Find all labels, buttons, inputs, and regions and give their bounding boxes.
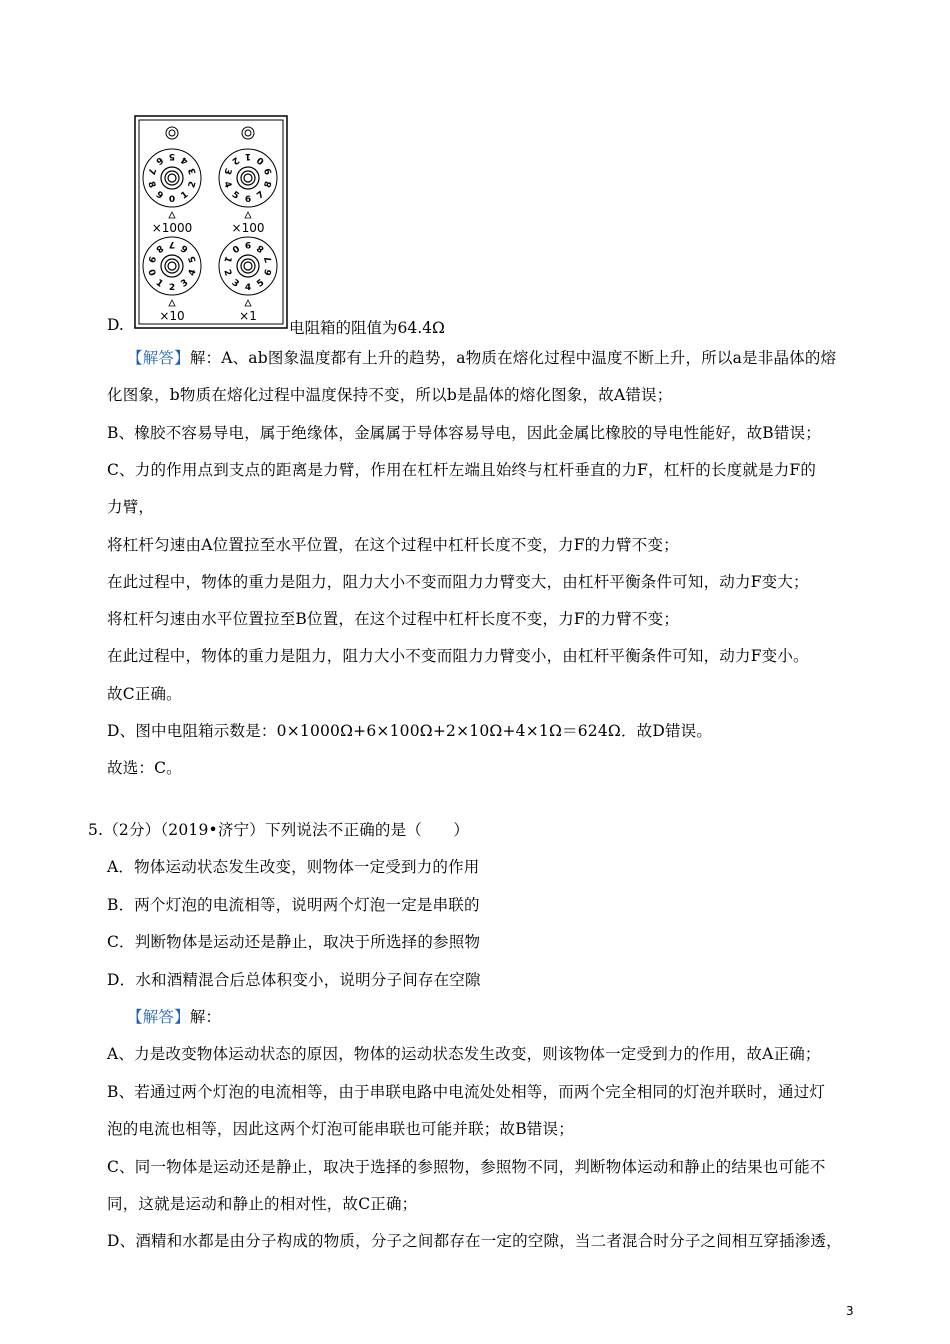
line-text: 同，这就是运动和静止的相对性，故C正确； (107, 1195, 418, 1213)
line-text: 解：A、ab图象温度都有上升的趋势，a物质在熔化过程中温度不断上升，所以a是非晶体的熔 (189, 349, 837, 367)
text-line (107, 572, 809, 592)
text-line (107, 385, 672, 405)
line-text: 5.（2分）（2019•济宁）下列说法不正确的是（ ） (88, 821, 470, 839)
dial-multiplier: ×1 (239, 309, 257, 323)
text-line (127, 348, 836, 368)
answer-keyword: 【解答】 (127, 349, 190, 367)
line-text: D．水和酒精混合后总体积变小，说明分子间存在空隙 (107, 970, 481, 989)
line-text: C、同一物体是运动还是静止，取决于选择的参照物，参照物不同，判断物体运动和静止的结果也可能不 (107, 1157, 826, 1176)
dial-digit: 0 (255, 154, 267, 167)
dial-digit: 4 (221, 180, 233, 190)
pointer-triangle-icon (245, 212, 251, 218)
dial-multiplier: ×1000 (151, 221, 193, 235)
text-line (107, 721, 712, 741)
line-text: D、图中电阻箱示数是：0×1000Ω+6×100Ω+2×10Ω+4×1Ω＝624Ω．故D错误。 (107, 722, 713, 740)
dial-digit: 5 (187, 254, 199, 264)
line-text: D、酒精和水都是由分子构成的物质，分子之间都存在一定的空隙，当二者混合时分子之间相互穿插渗透， (107, 1232, 842, 1251)
text-line (107, 895, 480, 915)
text-line (107, 1231, 842, 1251)
dial-digit: 9 (153, 189, 165, 202)
dial-digit: 6 (153, 154, 165, 167)
pointer-triangle-icon (245, 300, 251, 306)
line-text: B、橡胶不容易导电，属于绝缘体，金属属于导体容易导电，因此金属比橡胶的导电性能好，故B错误； (107, 423, 821, 442)
line-text: 解： (189, 1008, 222, 1026)
dial-digit: 2 (187, 180, 199, 190)
text-line (88, 820, 469, 840)
text-line (107, 970, 481, 990)
text-line (107, 1194, 417, 1214)
text-line (107, 1157, 826, 1177)
text-line (127, 1007, 221, 1027)
text-line (107, 684, 182, 704)
dial-digit: 1 (179, 189, 191, 202)
resistance-box-diagram (134, 115, 288, 329)
dial-digit: 8 (263, 180, 275, 190)
line-text: B．两个灯泡的电流相等，说明两个灯泡一定是串联的 (107, 895, 480, 914)
line-text: 在此过程中，物体的重力是阻力，阻力大小不变而阻力力臂变大，由杠杆平衡条件可知，动力F变大； (107, 572, 809, 591)
dial-digit: 5 (168, 151, 176, 161)
line-text: 故选：C。 (107, 759, 182, 778)
dial-digit: 9 (263, 166, 275, 176)
option-d-caption: 电阻箱的阻值为64.4Ω (289, 319, 445, 337)
dial-digit: 4 (187, 268, 199, 278)
text-line (107, 1044, 821, 1064)
line-text: 故C正确。 (107, 684, 182, 703)
dial-digit: 1 (221, 254, 233, 264)
dial-digit: 3 (229, 277, 241, 290)
dial-digit: 5 (255, 277, 267, 290)
dial-digit: 4 (179, 154, 191, 167)
terminal-left-icon (166, 127, 178, 139)
text-line (107, 1082, 825, 1102)
option-d-label: D. (107, 316, 124, 334)
line-text: C．判断物体是运动还是静止，取决于所选择的参照物 (107, 933, 481, 952)
dial-digit: 7 (263, 254, 275, 264)
dial-digit: 1 (153, 277, 165, 290)
text-line (107, 857, 480, 877)
text-line (107, 758, 182, 778)
dial-digit: 5 (229, 189, 241, 202)
line-text: 泡的电流也相等，因此这两个灯泡可能串联也可能并联；故B错误； (107, 1120, 574, 1139)
text-line (107, 423, 821, 443)
terminal-right-icon (242, 127, 254, 139)
line-text: 将杠杆匀速由水平位置拉至B位置，在这个过程中杠杆长度不变，力F的力臂不变； (107, 610, 680, 629)
line-text: 在此过程中，物体的重力是阻力，阻力大小不变而阻力力臂变小，由杠杆平衡条件可知，动力F变小。 (107, 647, 809, 666)
line-text: B、若通过两个灯泡的电流相等，由于串联电路中电流处处相等，而两个完全相同的灯泡并联时，通过灯 (107, 1082, 826, 1101)
line-text: 将杠杆匀速由A位置拉至水平位置，在这个过程中杠杆长度不变，力F的力臂不变； (107, 535, 679, 554)
dial-digit: 3 (179, 277, 191, 290)
line-text: A．物体运动状态发生改变，则物体一定受到力的作用 (107, 858, 480, 877)
dial-digit: 7 (168, 239, 176, 249)
dial-digit: 2 (229, 154, 241, 167)
dial-digit: 4 (244, 283, 252, 293)
dial-digit: 1 (244, 151, 252, 161)
dial-digit: 3 (221, 166, 233, 176)
text-line (107, 646, 809, 666)
answer-keyword: 【解答】 (127, 1008, 190, 1026)
dial-digit: 9 (244, 239, 252, 249)
pointer-triangle-icon (169, 300, 175, 306)
dial-digit: 2 (221, 268, 233, 278)
dial-digit: 0 (229, 242, 241, 255)
dial-digit: 6 (244, 195, 252, 205)
dial-2 (219, 149, 277, 235)
dial-digit: 2 (168, 283, 176, 293)
page-number: 3 (846, 1304, 854, 1318)
text-line (107, 460, 816, 480)
line-text: C、力的作用点到支点的距离是力臂，作用在杠杆左端且始终与杠杆垂直的力F，杠杆的长度就是力F的 (107, 460, 817, 479)
dial-digit: 8 (153, 242, 165, 255)
dial-digit: 3 (187, 166, 199, 176)
dial-digit: 0 (168, 195, 176, 205)
dial-multiplier: ×10 (159, 309, 185, 323)
dial-3 (143, 237, 201, 323)
dial-1 (143, 149, 201, 235)
dial-digit: 6 (263, 268, 275, 278)
text-line (107, 535, 679, 555)
dial-digit: 9 (145, 254, 157, 264)
dial-digit: 8 (255, 242, 267, 255)
resistance-box-figure (134, 115, 288, 329)
dial-4 (219, 237, 277, 323)
dial-digit: 8 (145, 180, 157, 190)
text-line (107, 932, 480, 952)
line-text: A、力是改变物体运动状态的原因，物体的运动状态发生改变，则该物体一定受到力的作用，故A正确； (107, 1045, 821, 1064)
pointer-triangle-icon (169, 212, 175, 218)
dial-digit: 7 (145, 166, 157, 176)
dial-digit: 0 (145, 268, 157, 278)
text-line (107, 609, 679, 629)
dial-multiplier: ×100 (231, 221, 265, 235)
dial-digit: 6 (179, 242, 191, 255)
text-line (107, 1119, 574, 1139)
line-text: 化图象，b物质在熔化过程中温度保持不变，所以b是晶体的熔化图象，故A错误； (107, 386, 673, 405)
dial-digit: 7 (255, 189, 267, 202)
line-text: 力臂， (107, 498, 155, 517)
text-line (107, 497, 154, 517)
